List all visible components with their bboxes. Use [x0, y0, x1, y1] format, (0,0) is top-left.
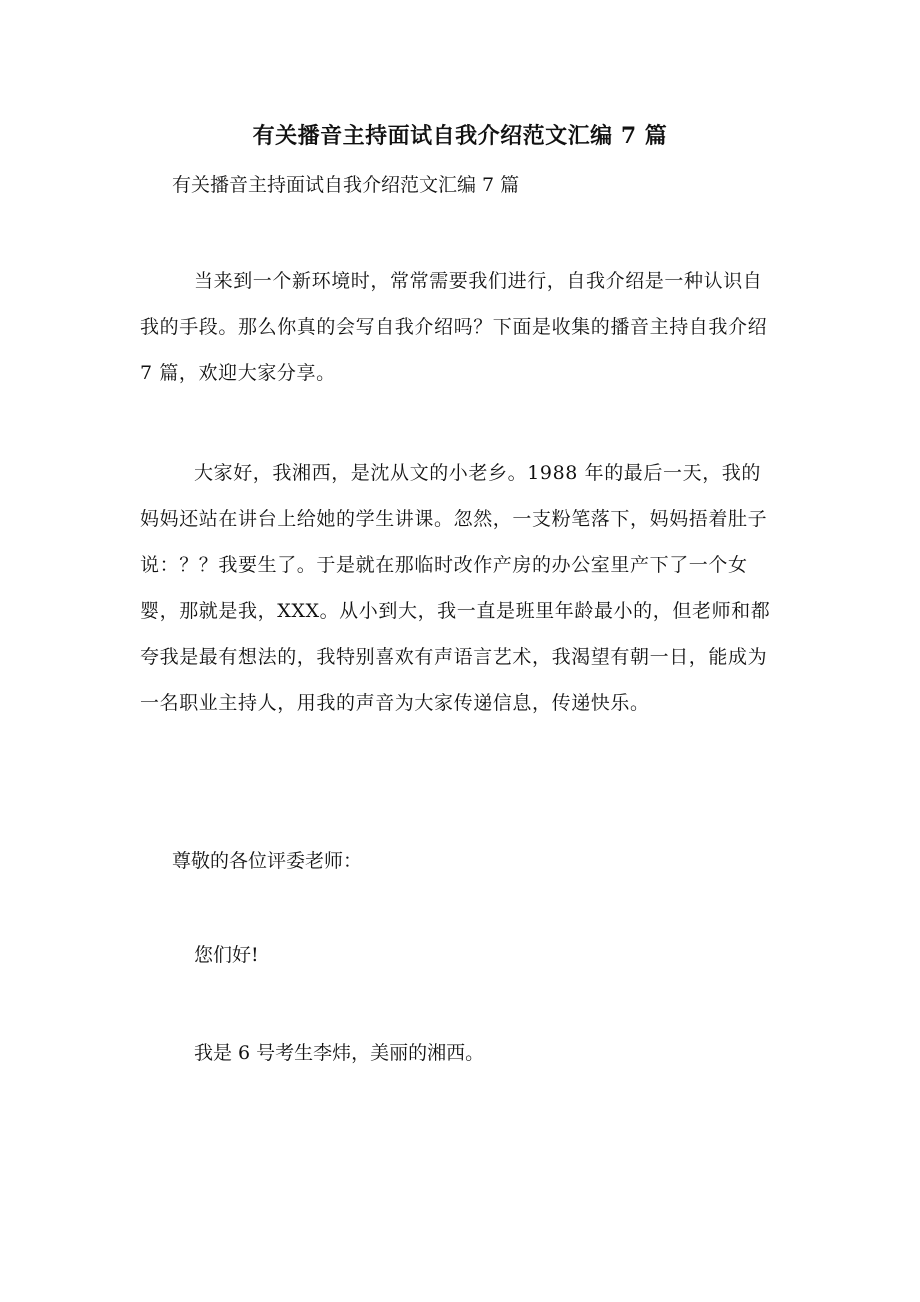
salutation-line: 尊敬的各位评委老师：	[172, 850, 363, 872]
candidate-intro-line: 我是 6 号考生李炜，美丽的湘西。	[194, 1042, 485, 1064]
document-title: 有关播音主持面试自我介绍范文汇编 7 篇	[252, 123, 668, 149]
self-introduction-paragraph: 大家好，我湘西，是沈从文的小老乡。1988 年的最后一天，我的妈妈还站在讲台上给她的学生讲课。忽然，一支粉笔落下，妈妈捂着肚子说：？？我要生了。于是就在那临时改作产房的办公室里产下了一个女婴，那就是我，XXX。从小到大，我一直是班里年龄最小的，但老师和都夸我是最有想法的，我特别喜欢有声语言艺术，我渴望有朝一日，能成为一名职业主持人，用我的声音为大家传递信息，传递快乐。	[140, 462, 771, 714]
greeting-line: 您们好!	[194, 944, 259, 966]
intro-paragraph: 当来到一个新环境时，常常需要我们进行，自我介绍是一种认识自我的手段。那么你真的会写自我介绍吗？下面是收集的播音主持自我介绍 7 篇，欢迎大家分享。	[140, 270, 768, 384]
document-subtitle: 有关播音主持面试自我介绍范文汇编 7 篇	[172, 174, 520, 196]
